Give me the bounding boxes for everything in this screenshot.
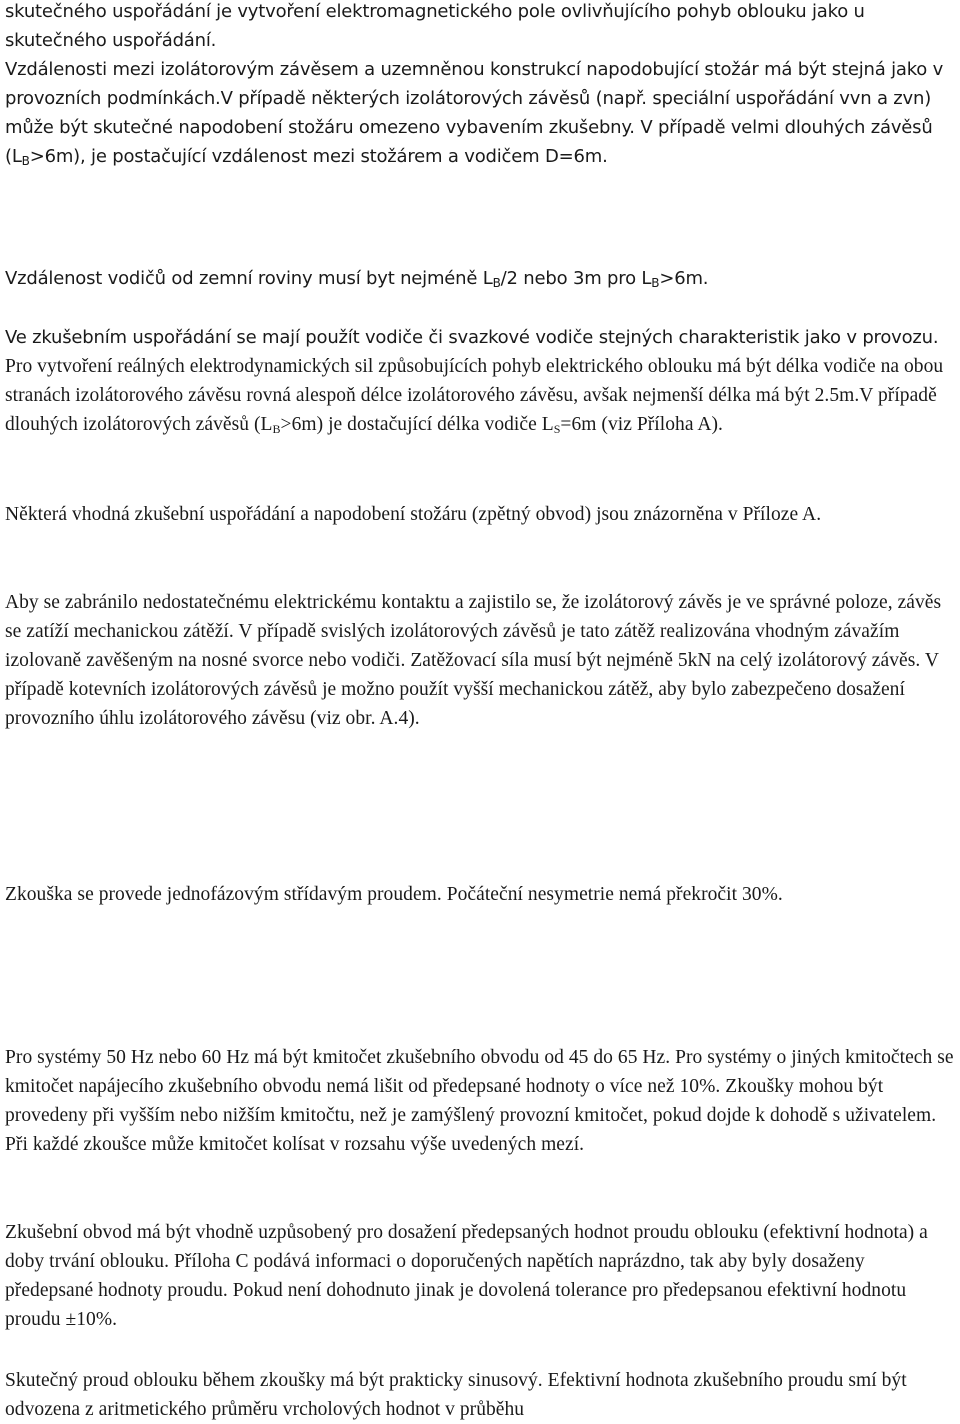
text-run: >6m), je postačující vzdálenost mezi stožárem a vodičem D=6m. — [29, 146, 608, 167]
subscript-s: S — [553, 422, 561, 436]
subscript-b: B — [272, 422, 281, 436]
subscript-b: B — [21, 154, 30, 168]
paragraph-sinusoidal-current: Skutečný proud oblouku během zkoušky má být prakticky sinusový. Efektivní hodnota zkušebního proudu smí být odvozena z aritmetického průměru vrcholových hodnot v průběhu — [5, 1370, 907, 1420]
paragraph-mechanical-load: Aby se zabránilo nedostatečnému elektrickému kontaktu a zajistilo se, že izolátorový závěs je ve správné poloze, závěs se zatíží mechanickou zátěží. V případě svislých izolátorových závěsů je tato zátěž realizována vhodným závažím izolovaně zavěšeným na nosné svorce nebo vodiči. Zatěžovací síla musí být nejméně 5kN na celý izolátorový závěs. V případě kotevních izolátorových závěsů je možno použít vyšší mechanickou zátěž, aby bylo zabezpečeno dosažení provozního úhlu izolátorového závěsu (viz obr. A.4). — [5, 592, 942, 729]
paragraph-arrangement-intro: skutečného uspořádání je vytvoření elektromagnetického pole ovlivňujícího pohyb oblouku jako u skutečného uspořádání. — [5, 1, 865, 51]
paragraph-test-arrangements: Některá vhodná zkušební uspořádání a napodobení stožáru (zpětný obvod) jsou znázorněna v Příloze A. — [5, 504, 822, 525]
paragraph-tower-distance — [5, 55, 953, 171]
text-run: Vzdálenosti mezi izolátorovým závěsem a uzemněnou konstrukcí napodobující stožár má být stejná jako v provozních podmínkách.V případě některých izolátorových závěsů (např. speciální uspořádání vvn a zvn) může být skutečné napodobení stožáru omezeno vybavením zkušebny. V případě velmi dlouhých závěsů (L — [5, 59, 944, 167]
text-run: =6m (viz Příloha A). — [560, 414, 723, 435]
text-run: /2 nebo 3m pro L — [500, 268, 652, 289]
text-run: Pro vytvoření reálných elektrodynamických sil způsobujících pohyb elektrického oblouku má být délka vodiče na obou stranách izolátorového závěsu rovná alespoň délce izolátorového závěsu, avšak nejmenší délka má být 2.5m.V případě dlouhých izolátorových závěsů (L — [5, 356, 944, 435]
text-run: Vzdálenost vodičů od zemní roviny musí byt nejméně L — [5, 268, 493, 289]
subscript-b: B — [651, 276, 660, 290]
paragraph-frequency: Pro systémy 50 Hz nebo 60 Hz má být kmitočet zkušebního obvodu od 45 do 65 Hz. Pro systémy o jiných kmitočtech se kmitočet napájecího zkušebního obvodu nemá lišit od předepsané hodnoty o více než 10%. Zkoušky mohou být provedeny při vyšším nebo nižším kmitočtu, než je zamýšlený provozní kmitočet, pokud dojde k dohodě s uživatelem. Při každé zkoušce může kmitočet kolísat v rozsahu výše uvedených mezí. — [5, 1047, 954, 1155]
text-run: Ve zkušebním uspořádání se mají použít vodiče či svazkové vodiče stejných charakteristik jako v provozu. — [5, 327, 939, 348]
text-run: >6m) je dostačující délka vodiče L — [280, 414, 554, 435]
subscript-b: B — [492, 276, 501, 290]
text-run: >6m. — [659, 268, 709, 289]
paragraph-test-circuit: Zkušební obvod má být vhodně uzpůsobený pro dosažení předepsaných hodnot proudu oblouku (efektivní hodnota) a doby trvání oblouku. Příloha C podává informaci o doporučených napětích naprázdno, tak aby byly dosaženy předepsané hodnoty proudu. Pokud není dohodnuto jinak je dovolená tolerance pro předepsanou efektivní hodnotu proudu ±10%. — [5, 1222, 928, 1330]
paragraph-single-phase: Zkouška se provede jednofázovým střídavým proudem. Počáteční nesymetrie nemá překročit 30%. — [5, 884, 783, 905]
paragraph-ground-distance — [5, 264, 953, 293]
paragraph-conductors — [5, 323, 955, 439]
